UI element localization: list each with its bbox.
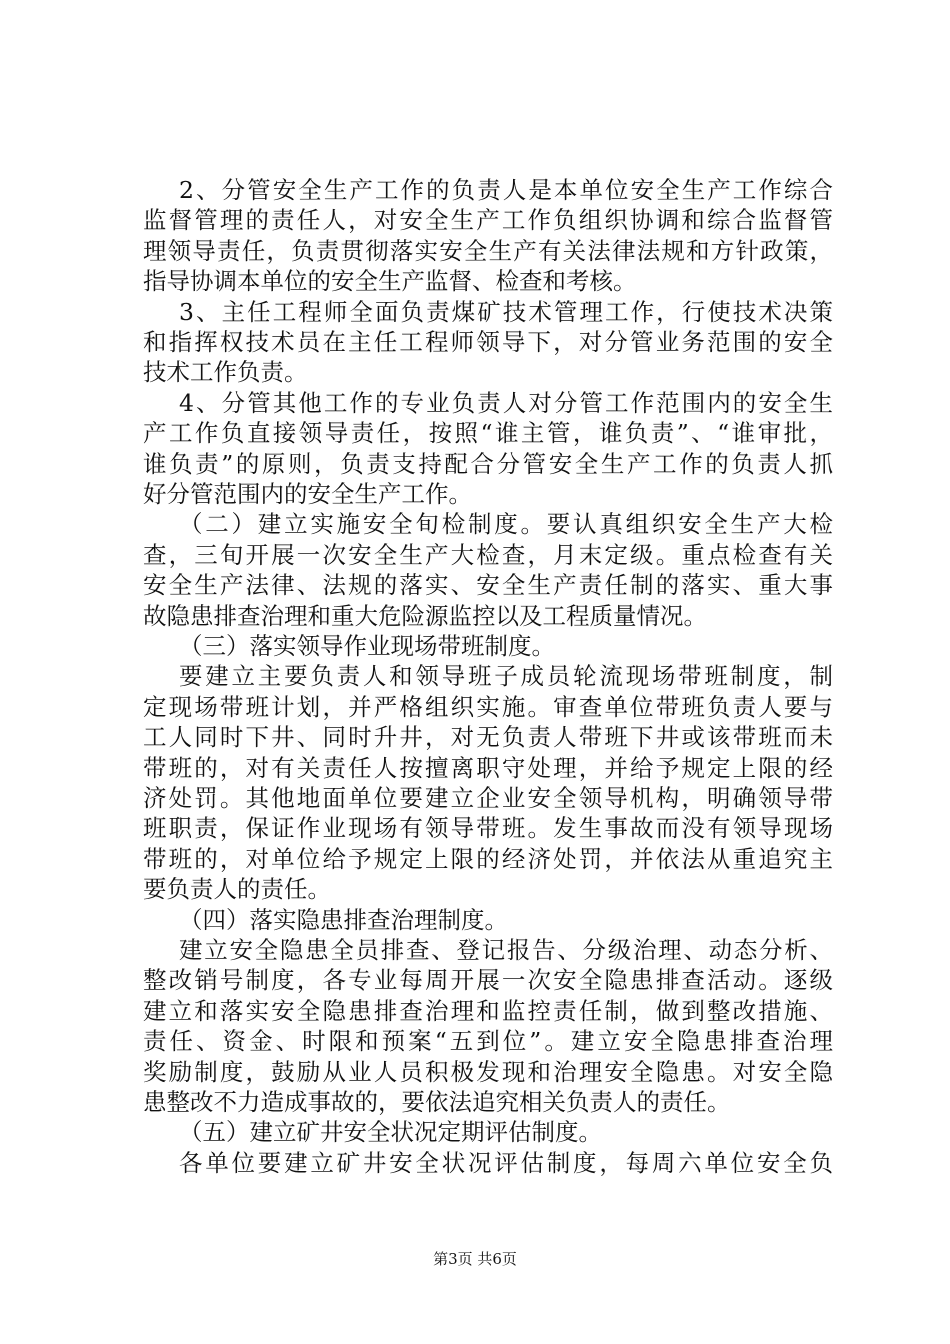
text-line: 济处罚。其他地面单位要建立企业安全领导机构，明确领导带	[143, 784, 833, 812]
text-line: 要负责人的责任。	[143, 875, 331, 903]
text-line: 4、分管其他工作的专业负责人对分管工作范围内的安全生	[179, 389, 833, 417]
page-footer: 第3页 共6页	[433, 1250, 517, 1268]
text-line: 要建立主要负责人和领导班子成员轮流现场带班制度，制	[179, 662, 833, 690]
text-line: 技术工作负责。	[143, 358, 308, 386]
text-line: 谁负责”的原则，负责支持配合分管安全生产工作的负责人抓	[143, 450, 833, 478]
text-line: 监督管理的责任人，对安全生产工作负组织协调和综合监督管	[143, 206, 833, 234]
text-line: 工人同时下井、同时升井，对无负责人带班下井或该带班而未	[143, 723, 833, 751]
text-line: 带班的，对有关责任人按擅离职守处理，并给予规定上限的经	[143, 754, 833, 782]
text-line: 查，三旬开展一次安全生产大检查，月末定级。重点检查有关	[143, 541, 833, 569]
text-line: 整改销号制度，各专业每周开展一次安全隐患排查活动。逐级	[143, 966, 833, 994]
section-heading: （四）落实隐患排查治理制度。	[179, 906, 508, 934]
text-line: 患整改不力造成事故的，要依法追究相关负责人的责任。	[143, 1088, 731, 1116]
text-line: 2、分管安全生产工作的负责人是本单位安全生产工作综合	[179, 176, 833, 204]
text-line: 安全生产法律、法规的落实、安全生产责任制的落实、重大事	[143, 571, 833, 599]
text-line: 和指挥权技术员在主任工程师领导下，对分管业务范围的安全	[143, 328, 833, 356]
section-heading: （三）落实领导作业现场带班制度。	[179, 632, 555, 660]
text-line: 3、主任工程师全面负责煤矿技术管理工作，行使技术决策	[179, 298, 833, 326]
text-line: 奖励制度，鼓励从业人员积极发现和治理安全隐患。对安全隐	[143, 1058, 833, 1086]
text-line: 带班的，对单位给予规定上限的经济处罚，并依法从重追究主	[143, 845, 833, 873]
text-line: 班职责，保证作业现场有领导带班。发生事故而没有领导现场	[143, 814, 833, 842]
text-line: 各单位要建立矿井安全状况评估制度，每周六单位安全负	[179, 1149, 833, 1177]
text-line: 定现场带班计划，并严格组织实施。审查单位带班负责人要与	[143, 693, 833, 721]
text-line: 产工作负直接领导责任，按照“谁主管，谁负责”、“谁审批，	[143, 419, 833, 447]
text-line: （二）建立实施安全旬检制度。要认真组织安全生产大检	[179, 510, 833, 538]
text-line: 好分管范围内的安全生产工作。	[143, 480, 472, 508]
text-line: 建立和落实安全隐患排查治理和监控责任制，做到整改措施、	[143, 997, 833, 1025]
text-line: 理领导责任，负责贯彻落实安全生产有关法律法规和方针政策，	[143, 237, 833, 265]
text-line: 责任、资金、时限和预案“五到位”。建立安全隐患排查治理	[143, 1027, 833, 1055]
section-heading: （五）建立矿井安全状况定期评估制度。	[179, 1118, 602, 1146]
text-line: 指导协调本单位的安全生产监督、检查和考核。	[143, 267, 637, 295]
text-line: 故隐患排查治理和重大危险源监控以及工程质量情况。	[143, 602, 707, 630]
text-line: 建立安全隐患全员排查、登记报告、分级治理、动态分析、	[179, 936, 833, 964]
